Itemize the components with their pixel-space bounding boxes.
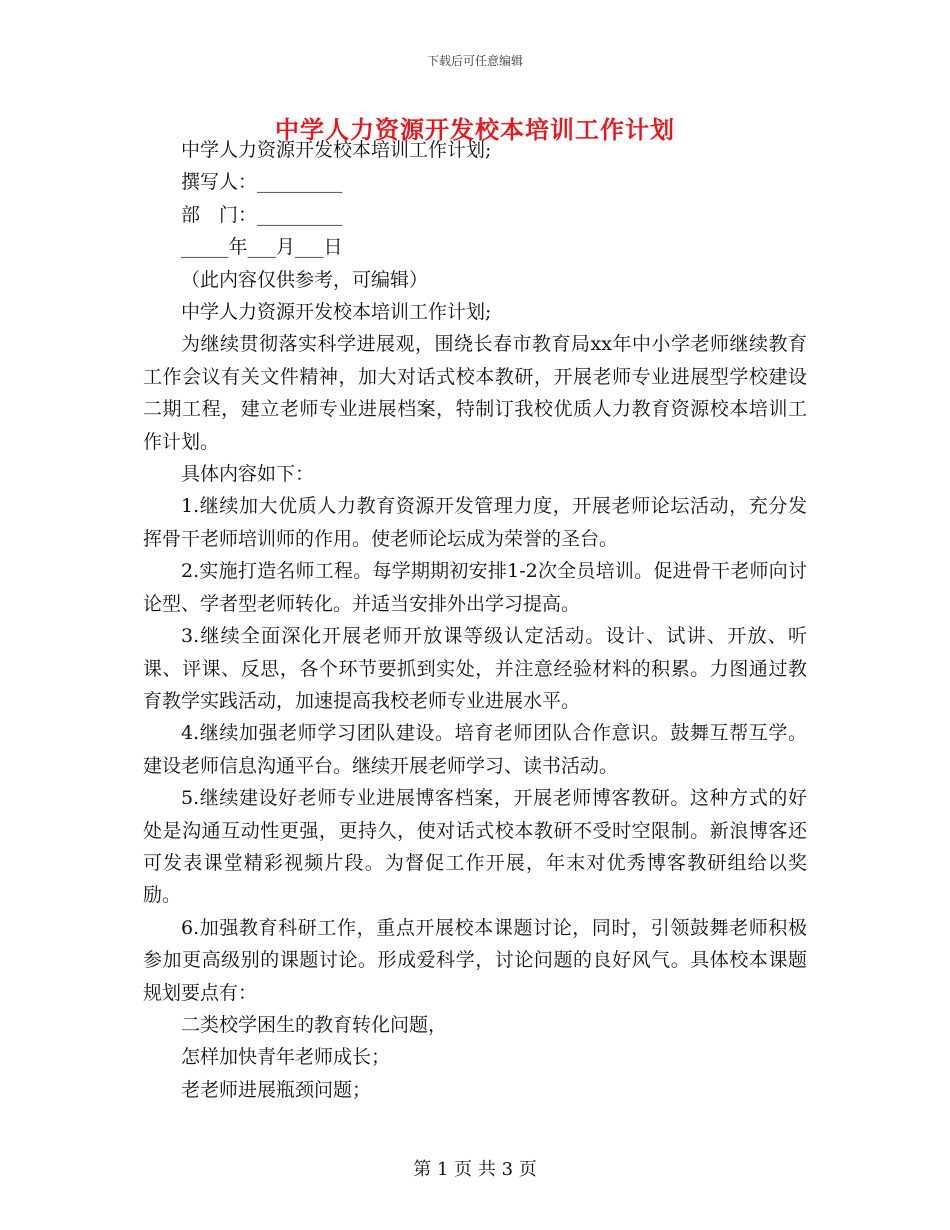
date-line: _____年___月___日: [181, 236, 343, 259]
paragraph: 5.继续建设好老师专业进展博客档案，开展老师博客教研。这种方式的好处是沟通互动性更强，更持久，使对话式校本教研不受时空限制。新浪博客还可发表课堂精彩视频片段。为督促工作开展，年末对优秀博客教研组给以奖励。: [143, 787, 807, 907]
page-header-note: 下载后可任意编辑: [426, 54, 523, 68]
department-line: 部 门：_________: [181, 203, 343, 226]
author-line: 撰写人：_________: [181, 171, 343, 194]
paragraph: 1.继续加大优质人力教育资源开发管理力度，开展老师论坛活动，充分发挥骨干老师培训师的作用。使老师论坛成为荣誉的圣台。: [143, 495, 807, 550]
paragraph: 为继续贯彻落实科学进展观，围绕长春市教育局xx年中小学老师继续教育工作会议有关文件精神，加大对话式校本教研，开展老师专业进展型学校建设二期工程，建立老师专业进展档案，特制订我校优质人力教育资源校本培训工作计划。: [143, 333, 807, 453]
paragraph: 二类校学困生的教育转化问题，: [181, 1013, 448, 1036]
document-title: 中学人力资源开发校本培训工作计划: [275, 115, 675, 144]
paragraph: 4.继续加强老师学习团队建设。培育老师团队合作意识。鼓舞互帮互学。建设老师信息沟通平台。继续开展老师学习、读书活动。: [143, 722, 807, 777]
paragraph: 怎样加快青年老师成长；: [181, 1046, 391, 1069]
paragraph: 3.继续全面深化开展老师开放课等级认定活动。设计、试讲、开放、听课、评课、反思，各个环节要抓到实处，并注意经验材料的积累。力图通过教育教学实践活动，加速提高我校老师专业进展水平。: [143, 625, 807, 712]
paragraph: 老老师进展瓶颈问题；: [181, 1078, 372, 1101]
subtitle-line: 中学人力资源开发校本培训工作计划;: [181, 139, 492, 161]
paragraph: 6.加强教育科研工作，重点开展校本课题讨论，同时，引领鼓舞老师积极参加更高级别的课题讨论。形成爱科学，讨论问题的良好风气。具体校本课题规划要点有：: [143, 916, 807, 1004]
paragraph: 2.实施打造名师工程。每学期期初安排1-2次全员培训。促进骨干老师向讨论型、学者型老师转化。并适当安排外出学习提高。: [143, 560, 807, 615]
page-number: 第 1 页 共 3 页: [413, 1159, 537, 1180]
paragraph: 中学人力资源开发校本培训工作计划;: [181, 301, 492, 324]
paragraph: 具体内容如下：: [181, 463, 315, 486]
reference-note: （此内容仅供参考，可编辑）: [181, 268, 429, 291]
document-body: [143, 134, 807, 1106]
